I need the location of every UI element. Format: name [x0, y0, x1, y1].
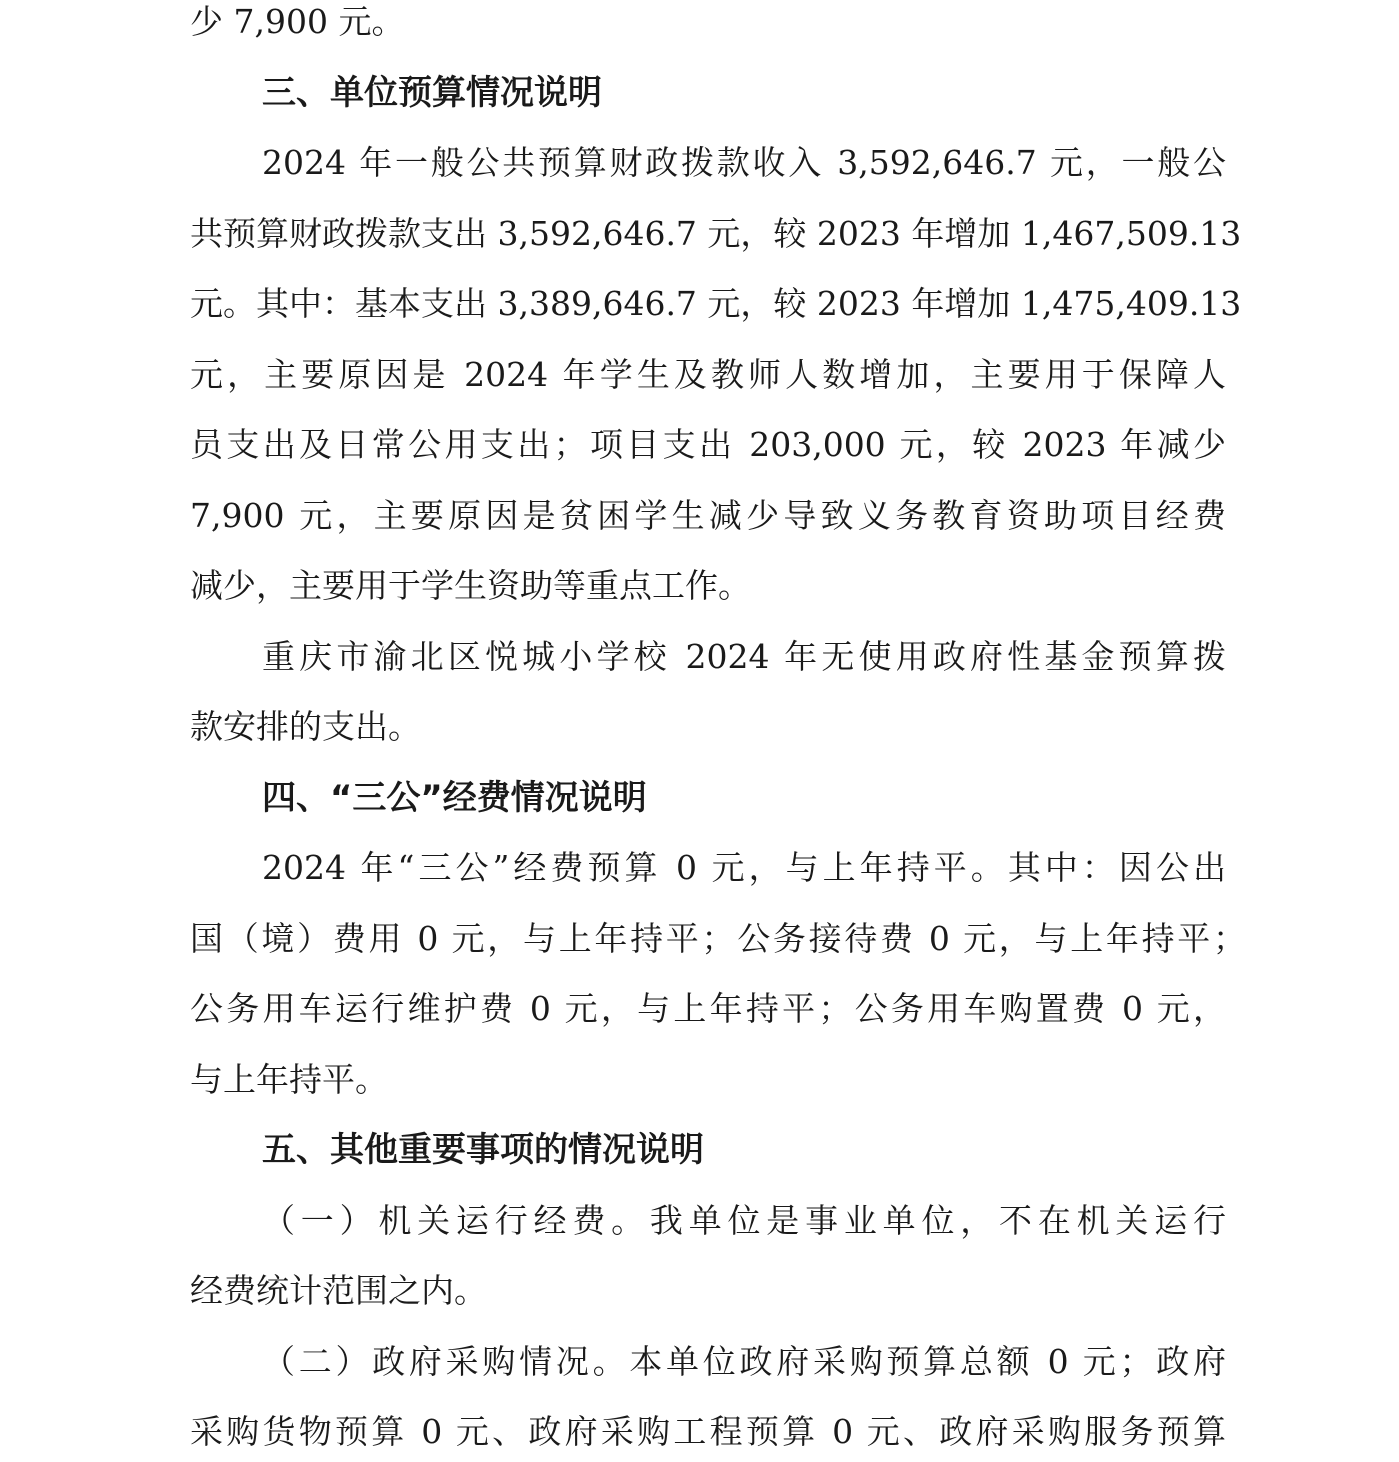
text-line: 7,900 元，主要原因是贫困学生减少导致义务教育资助项目经费 — [190, 496, 1226, 535]
text-line: 元。其中：基本支出 3,389,646.7 元，较 2023 年增加 1,475,409.13 — [190, 284, 1242, 323]
text-line: 减少，主要用于学生资助等重点工作。 — [190, 566, 751, 605]
section-heading: 五、其他重要事项的情况说明 — [262, 1130, 704, 1170]
text-line: 共预算财政拨款支出 3,592,646.7 元，较 2023 年增加 1,467,509.13 — [190, 214, 1242, 253]
text-line: 与上年持平。 — [190, 1060, 388, 1099]
text-line: 员支出及日常公用支出；项目支出 203,000 元，较 2023 年减少 — [190, 425, 1226, 464]
section-heading: 三、单位预算情况说明 — [262, 73, 602, 113]
text-line: 元，主要原因是 2024 年学生及教师人数增加，主要用于保障人 — [190, 355, 1226, 394]
text-line: （二）政府采购情况。本单位政府采购预算总额 0 元；政府 — [262, 1342, 1226, 1381]
text-line: 国（境）费用 0 元，与上年持平；公务接待费 0 元，与上年持平； — [190, 919, 1246, 958]
text-line: 2024 年“三公”经费预算 0 元，与上年持平。其中：因公出 — [262, 848, 1226, 887]
text-line: （一）机关运行经费。我单位是事业单位，不在机关运行 — [262, 1201, 1226, 1240]
section-heading: 四、“三公”经费情况说明 — [262, 778, 647, 818]
text-line: 款安排的支出。 — [190, 707, 421, 746]
text-line: 采购货物预算 0 元、政府采购工程预算 0 元、政府采购服务预算 — [190, 1412, 1226, 1451]
text-line: 2024 年一般公共预算财政拨款收入 3,592,646.7 元，一般公 — [262, 143, 1226, 182]
text-line: 少 7,900 元。 — [190, 2, 405, 41]
text-line: 经费统计范围之内。 — [190, 1271, 487, 1310]
text-line: 重庆市渝北区悦城小学校 2024 年无使用政府性基金预算拨 — [262, 637, 1226, 676]
text-line: 公务用车运行维护费 0 元，与上年持平；公务用车购置费 0 元， — [190, 989, 1226, 1028]
